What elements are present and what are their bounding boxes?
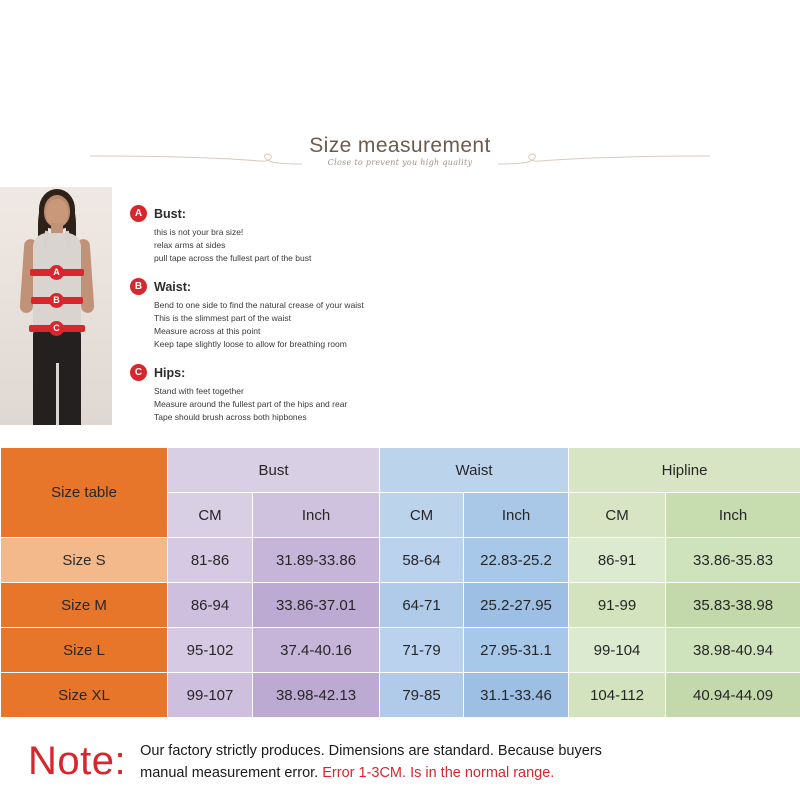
table-unit-bust-cm: CM <box>168 493 253 538</box>
instruction-bust-title: Bust: <box>154 206 186 221</box>
table-group-hipline: Hipline <box>569 448 800 493</box>
row-label-size-s: Size S <box>1 538 168 583</box>
instruction-bust-line-2: relax arms at sides <box>154 240 226 250</box>
cell-s-waist-inch: 22.83-25.2 <box>464 538 569 583</box>
table-group-waist: Waist <box>380 448 569 493</box>
badge-b-icon: B <box>130 278 147 295</box>
cell-l-waist-inch: 27.95-31.1 <box>464 628 569 673</box>
table-row <box>1 628 800 673</box>
page-title: Size measurement <box>309 134 491 157</box>
cell-xl-waist-inch: 31.1-33.46 <box>464 673 569 718</box>
instruction-hips <box>130 364 560 424</box>
instruction-bust <box>130 205 560 265</box>
cell-l-waist-cm: 71-79 <box>380 628 464 673</box>
instruction-waist-title: Waist: <box>154 279 192 294</box>
cell-l-hip-cm: 99-104 <box>569 628 666 673</box>
instruction-waist-header <box>130 278 560 295</box>
row-label-size-m: Size M <box>1 583 168 628</box>
cell-xl-hip-cm: 104-112 <box>569 673 666 718</box>
table-group-bust: Bust <box>168 448 380 493</box>
cell-s-bust-cm: 81-86 <box>168 538 253 583</box>
cell-xl-waist-cm: 79-85 <box>380 673 464 718</box>
note-line-2-red: Error 1-3CM. Is in the normal range. <box>322 764 555 781</box>
instruction-bust-line-3: pull tape across the fullest part of the bust <box>154 253 312 263</box>
model-badge-b: B <box>49 293 64 308</box>
instruction-bust-line-1: this is not your bra size! <box>154 227 244 237</box>
table-unit-bust-inch: Inch <box>253 493 380 538</box>
instruction-hips-line-1: Stand with feet together <box>154 386 244 396</box>
instruction-hips-title: Hips: <box>154 365 186 380</box>
cell-s-hip-cm: 86-91 <box>569 538 666 583</box>
note-bar <box>0 723 800 800</box>
cell-m-waist-inch: 25.2-27.95 <box>464 583 569 628</box>
cell-s-bust-inch: 31.89-33.86 <box>253 538 380 583</box>
note-label: Note: <box>28 739 127 783</box>
model-torso <box>33 233 81 329</box>
row-label-size-l: Size L <box>1 628 168 673</box>
model-badge-c: C <box>49 321 64 336</box>
table-unit-hip-inch: Inch <box>666 493 800 538</box>
table-unit-waist-cm: CM <box>380 493 464 538</box>
note-line-1: Our factory strictly produces. Dimensions are standard. Because buyers <box>140 742 602 759</box>
model-badge-a: A <box>49 265 64 280</box>
instruction-bust-header <box>130 205 560 222</box>
note-line-2 <box>140 762 602 784</box>
instruction-waist <box>130 278 560 351</box>
badge-c-icon: C <box>130 364 147 381</box>
size-table <box>0 447 800 718</box>
cell-m-hip-cm: 91-99 <box>569 583 666 628</box>
cell-s-waist-cm: 58-64 <box>380 538 464 583</box>
row-label-size-xl: Size XL <box>1 673 168 718</box>
instruction-waist-line-2: This is the slimmest part of the waist <box>154 313 291 323</box>
model-photo <box>0 187 112 425</box>
table-row <box>1 583 800 628</box>
table-corner-label: Size table <box>1 448 168 538</box>
cell-l-hip-inch: 38.98-40.94 <box>666 628 800 673</box>
instruction-hips-line-3: Tape should brush across both hipbones <box>154 412 307 422</box>
cell-m-hip-inch: 35.83-38.98 <box>666 583 800 628</box>
instruction-waist-line-1: Bend to one side to find the natural crease of your waist <box>154 300 364 310</box>
badge-a-icon: A <box>130 205 147 222</box>
cell-m-waist-cm: 64-71 <box>380 583 464 628</box>
note-body <box>140 740 620 784</box>
cell-xl-bust-inch: 38.98-42.13 <box>253 673 380 718</box>
note-line-2-black: manual measurement error. <box>140 764 323 781</box>
instruction-hips-header <box>130 364 560 381</box>
cell-l-bust-cm: 95-102 <box>168 628 253 673</box>
cell-m-bust-cm: 86-94 <box>168 583 253 628</box>
page-subtitle: Close to prevent you high quality <box>327 158 473 167</box>
instruction-waist-line-3: Measure across at this point <box>154 326 261 336</box>
cell-l-bust-inch: 37.4-40.16 <box>253 628 380 673</box>
table-unit-waist-inch: Inch <box>464 493 569 538</box>
cell-xl-bust-cm: 99-107 <box>168 673 253 718</box>
page-header <box>0 0 800 176</box>
measurement-instructions <box>130 205 560 437</box>
table-row <box>1 673 800 718</box>
instruction-hips-line-2: Measure around the fullest part of the hips and rear <box>154 399 348 409</box>
table-header-row-groups <box>1 448 800 493</box>
cell-xl-hip-inch: 40.94-44.09 <box>666 673 800 718</box>
table-row <box>1 538 800 583</box>
cell-m-bust-inch: 33.86-37.01 <box>253 583 380 628</box>
instruction-waist-line-4: Keep tape slightly loose to allow for breathing room <box>154 339 347 349</box>
table-unit-hip-cm: CM <box>569 493 666 538</box>
model-leg-gap <box>56 363 59 425</box>
cell-s-hip-inch: 33.86-35.83 <box>666 538 800 583</box>
